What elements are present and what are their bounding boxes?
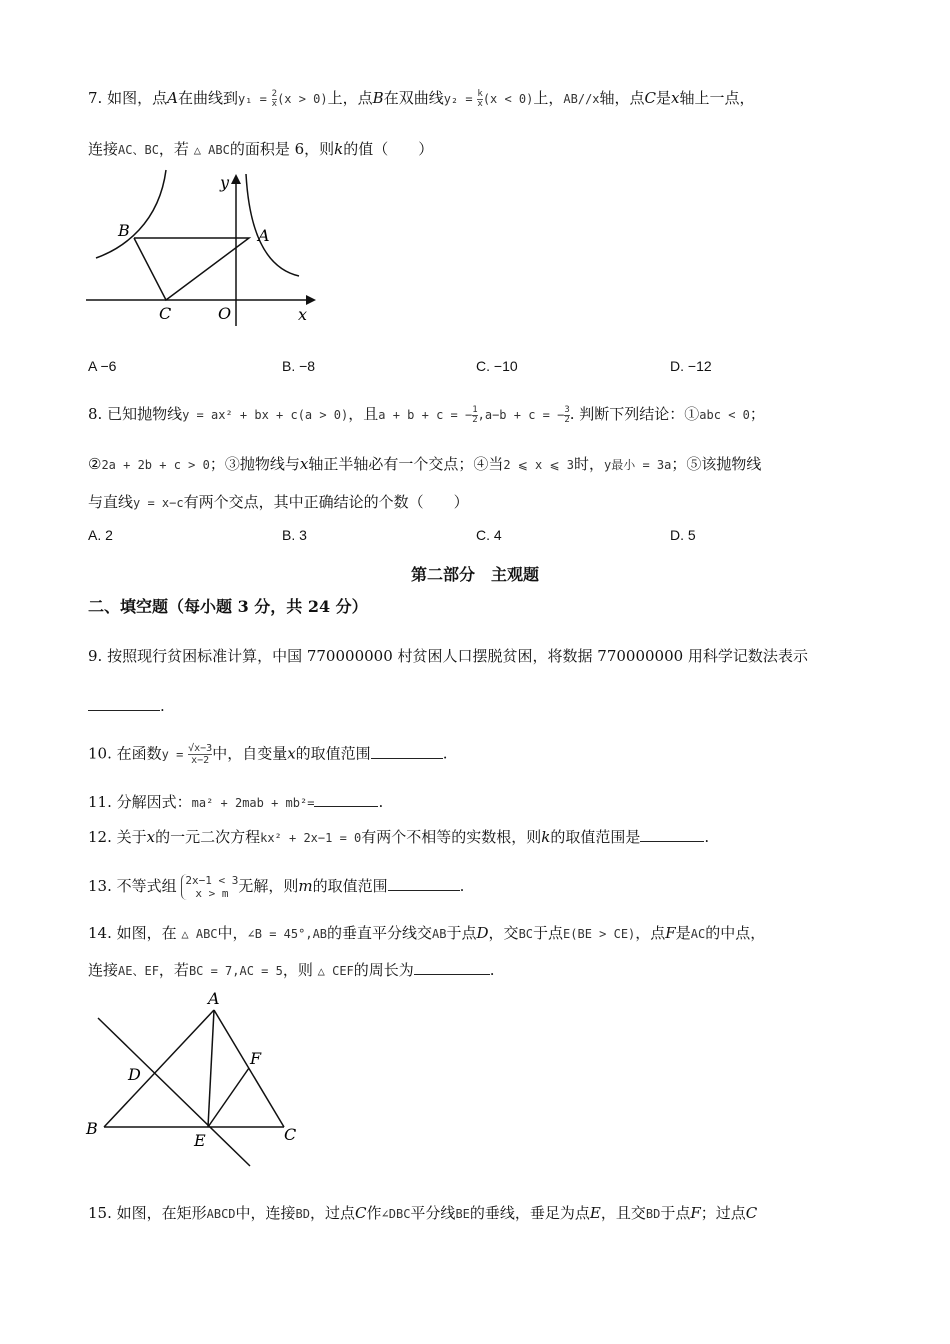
fig-label-b: B [118, 221, 130, 240]
q7-text: 7. 如图，点 [88, 89, 168, 107]
q8-text: ，且 [348, 405, 379, 423]
fig-label-a: A [258, 226, 270, 245]
q14-text: ，交 [488, 924, 519, 942]
q13-row1: 2x−1 < 3 [185, 874, 239, 887]
q10-frac [188, 743, 212, 766]
q14-text: . [489, 961, 495, 979]
q14-angle: ∠B = 45°,AB [247, 927, 328, 941]
q10-text: 10. 在函数 [88, 744, 162, 763]
q8-c1: a + b + c = − [378, 408, 473, 422]
fig14-label-b: B [86, 1119, 98, 1138]
q7-point-a: A [167, 89, 178, 107]
q9-text: . [160, 697, 165, 715]
q10-text: 的取值范围 [295, 744, 371, 763]
q11-text: 11. 分解因式： [88, 793, 192, 811]
q7-text: 上，点 [327, 89, 373, 107]
q14-cef: △ CEF [317, 964, 354, 978]
q7-line1 [88, 88, 755, 109]
q7-text: 的值（ ） [343, 140, 434, 158]
q7-text: ，若 [158, 140, 189, 158]
q12-line [88, 827, 709, 848]
frac-den: x [477, 98, 483, 109]
q14-text: 的中点， [705, 924, 766, 942]
q14-e: E(BE > CE) [563, 927, 636, 941]
q14-text: 连接 [88, 961, 119, 979]
q15-text: 于点 [660, 1204, 691, 1222]
q8-c2: ,a−b + c = − [477, 408, 565, 422]
frac-den: x [271, 98, 278, 109]
q15-abcd: ABCD [206, 1207, 236, 1221]
q7-text: 的面积是 6，则 [229, 140, 335, 158]
q14-d: D [476, 924, 489, 942]
q7-line2 [88, 139, 433, 160]
q15-bd: BD [295, 1207, 310, 1221]
q15-text: ，过点 [310, 1204, 356, 1222]
q8-option-c[interactable]: C. 4 [476, 527, 502, 543]
q13-text: 的取值范围 [312, 877, 388, 895]
q15-text: ，且交 [600, 1204, 646, 1222]
q11-text: . [378, 793, 384, 811]
q8-c4: 2a + 2b + c > 0 [101, 458, 210, 472]
q8-text: ；③抛物线与 [209, 455, 300, 473]
q14-triangle: △ ABC [181, 927, 218, 941]
fig14-label-e: E [194, 1131, 206, 1150]
q14-text: ，点 [635, 924, 666, 942]
q10-eq: y = [161, 747, 184, 762]
q14-text: 14. 如图，在 [88, 924, 177, 942]
q15-text: 中，连接 [235, 1204, 296, 1222]
q14-aeef: AE、EF [118, 964, 159, 978]
q7-option-d[interactable]: D. −12 [670, 358, 712, 374]
q7-y2: y₂ = [443, 92, 473, 106]
fig14-label-d: D [128, 1065, 141, 1084]
q9-answer-blank[interactable] [88, 696, 160, 711]
q14-ab: AB [432, 927, 447, 941]
q7-text: 轴上一点， [679, 89, 755, 107]
q15-be: BE [455, 1207, 470, 1221]
q15-line [88, 1203, 757, 1224]
q14-text: 是 [675, 924, 691, 942]
q13-line [88, 874, 464, 900]
q14-text: 于点 [533, 924, 564, 942]
fig-label-c: C [159, 304, 172, 323]
q13-row2: x > m [195, 887, 229, 900]
q9-line2 [88, 696, 165, 716]
q7-acbc: AC、BC [118, 143, 159, 157]
q10-text: 中，自变量 [212, 744, 288, 763]
q7-text: 是 [656, 89, 672, 107]
q8-text: ② [88, 455, 102, 473]
q13-answer-blank[interactable] [388, 876, 460, 891]
q8-option-b[interactable]: B. 3 [282, 527, 307, 543]
q7-option-a[interactable]: A −6 [88, 358, 117, 374]
q11-answer-blank[interactable] [314, 792, 378, 807]
q12-text: 的取值范围是 [550, 828, 641, 846]
q8-option-a[interactable]: A. 2 [88, 527, 113, 543]
q7-text: 上， [533, 89, 564, 107]
q8-line1 [88, 404, 765, 425]
q14-line2 [88, 960, 495, 981]
q8-c7: y = x−c [133, 496, 184, 510]
q14-answer-blank[interactable] [414, 960, 490, 975]
q12-text: 的一元二次方程 [155, 828, 261, 846]
q15-dbc: ∠DBC [381, 1207, 411, 1221]
q10-line [88, 743, 447, 766]
q8-x: x [299, 455, 309, 473]
q7-text: 在双曲线 [383, 89, 444, 107]
fig14-label-a: A [208, 989, 220, 1008]
frac-num: 3 [564, 404, 570, 415]
q7-text: 轴，点 [599, 89, 645, 107]
q12-eq: kx² + 2x−1 = 0 [260, 831, 362, 845]
q13-m: m [298, 877, 313, 895]
q7-text: 在曲线到 [177, 89, 238, 107]
q13-text: 13. 不等式组 [88, 877, 177, 895]
frac-den: 2 [564, 414, 570, 425]
q14-ac: AC [690, 927, 706, 941]
q8-c6: y最小 = 3a [604, 458, 672, 472]
q13-text: 无解，则 [238, 877, 299, 895]
q14-f: F [665, 924, 676, 942]
q8-line2 [88, 454, 761, 475]
q12-answer-blank[interactable] [640, 827, 704, 842]
q15-bd2: BD [645, 1207, 661, 1221]
q12-text: 12. 关于 [88, 828, 147, 846]
q7-cond1: (x > 0) [277, 92, 328, 106]
q15-c: C [355, 1204, 367, 1222]
fig14-label-c: C [284, 1125, 297, 1144]
q8-text: ；⑤该抛物线 [671, 455, 762, 473]
frac-num: k [477, 88, 483, 99]
q15-c2: C [745, 1204, 758, 1222]
q14-text: 的周长为 [353, 961, 414, 979]
fig-label-y: y [220, 173, 230, 192]
q13-system [181, 874, 238, 900]
q8-text: 8. 已知抛物线 [88, 405, 183, 423]
q12-text: . [704, 828, 710, 846]
q15-text: ；过点 [700, 1204, 746, 1222]
q8-text: ； [749, 405, 765, 423]
q11-line [88, 792, 383, 813]
q7-triangle: △ ABC [193, 143, 230, 157]
q10-answer-blank[interactable] [371, 744, 443, 759]
fig-label-o: O [218, 304, 232, 323]
q14-line1 [88, 923, 765, 944]
q10-text: . [442, 744, 448, 763]
q7-y1: y₁ = [237, 92, 267, 106]
frac-num: 2 [271, 88, 278, 99]
fig14-label-f: F [250, 1049, 262, 1068]
q7-ab: AB//x [563, 92, 600, 106]
q7-option-b[interactable]: B. −8 [282, 358, 316, 374]
fig-label-x: x [298, 305, 308, 324]
q15-e: E [589, 1204, 601, 1222]
q7-point-c: C [644, 89, 657, 107]
q12-x: x [146, 828, 156, 846]
q8-c5: 2 ⩽ x ⩽ 3 [503, 458, 575, 472]
q14-text: ，若 [158, 961, 189, 979]
q7-x: x [671, 89, 680, 107]
q8-text: 有两个交点，其中正确结论的个数（ ） [183, 493, 469, 511]
q15-text: 的垂线，垂足为点 [469, 1204, 590, 1222]
q12-text: 有两个不相等的实数根，则 [361, 828, 542, 846]
frac-num: √x−3 [188, 743, 213, 754]
frac-num: 1 [472, 404, 478, 415]
q8-c3: abc < 0 [699, 408, 750, 422]
q8-option-d[interactable]: D. 5 [670, 527, 696, 543]
q7-figure [84, 168, 324, 328]
q12-k: k [541, 828, 551, 846]
q8-line3 [88, 492, 469, 513]
q14-bc: BC [518, 927, 534, 941]
q8-text: 时， [574, 455, 605, 473]
q9-line1: 9. 按照现行贫困标准计算，中国 770000000 村贫困人口摆脱贫困，将数据 770000000 用科学记数法表示 [88, 647, 808, 665]
q8-text: 与直线 [88, 493, 134, 511]
section-heading: 二、填空题（每小题 3 分，共 24 分） [88, 597, 368, 616]
q14-text: ，则 [282, 961, 313, 979]
frac-den: x−2 [188, 754, 212, 766]
frac-den: 2 [472, 414, 478, 425]
q7-k: k [334, 140, 344, 158]
q8-eq: y = ax² + bx + c(a > 0) [182, 408, 349, 422]
q10-x: x [287, 744, 296, 763]
part-two-heading: 第二部分 主观题 [410, 565, 539, 584]
q15-text: 15. 如图，在矩形 [88, 1204, 207, 1222]
q14-text: 的垂直平分线交 [327, 924, 433, 942]
q14-vals: BC = 7,AC = 5 [188, 964, 283, 978]
q7-cond2: (x < 0) [482, 92, 534, 106]
q7-text: 连接 [88, 140, 119, 158]
q15-text: 平分线 [410, 1204, 456, 1222]
q8-text: . 判断下列结论：① [569, 405, 700, 423]
q8-text: 轴正半轴必有一个交点；④当 [308, 455, 504, 473]
q15-f: F [690, 1204, 701, 1222]
q14-figure [84, 988, 324, 1173]
q11-eq: ma² + 2mab + mb²= [191, 796, 315, 810]
q14-text: 中， [217, 924, 248, 942]
q14-text: 于点 [446, 924, 477, 942]
q7-point-b: B [372, 89, 384, 107]
q7-option-c[interactable]: C. −10 [476, 358, 518, 374]
q15-text: 作 [366, 1204, 382, 1222]
q13-text: . [459, 877, 465, 895]
